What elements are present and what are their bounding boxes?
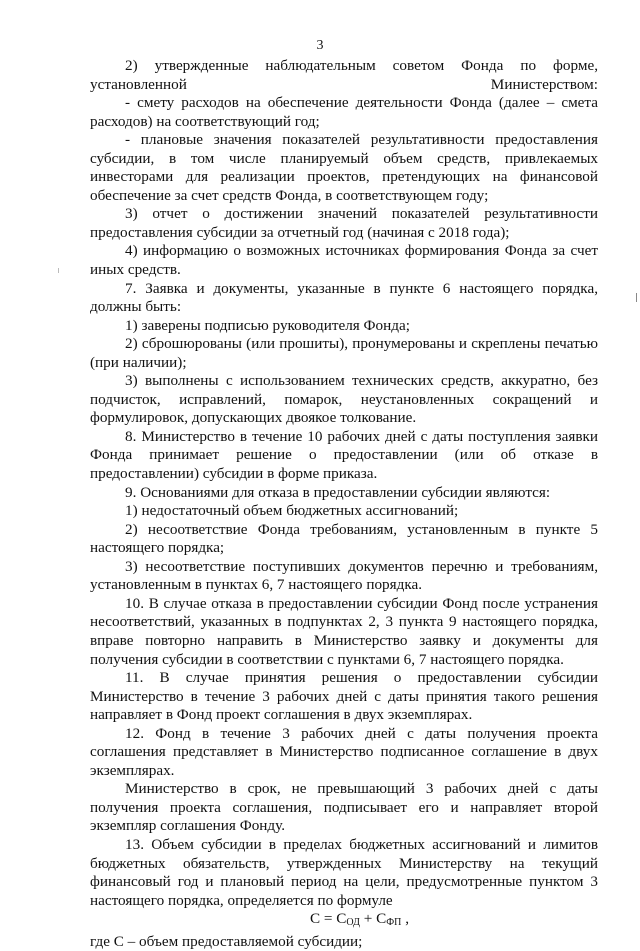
paragraph: 3) отчет о достижении значений показателей результативности предоставления субсидии за отчетный год (начиная с 2018 года); [90,205,598,241]
page-number: 3 [316,38,324,53]
paragraph: 3) выполнены с использованием технических средств, аккуратно, без подчисток, исправлений, помарок, неустановленных сокращений и формулировок, допускающих двоякое толкование. [90,372,598,427]
formula-plus: + С [359,910,387,928]
paragraph: 2) утвержденные наблюдательным советом Фонда по форме, установленной Министерством: [90,57,598,93]
paragraph: 1) недостаточный объем бюджетных ассигнований; [125,502,459,520]
paragraph: 2) несоответствие Фонда требованиям, установленным в пункте 5 настоящего порядка; [90,520,598,557]
paragraph: 10. В случае отказа в предоставлении субсидии Фонд после устранения несоответствий, указанных в подпунктах 2, 3 пункта 9 настоящего порядка, вправе повторно направить в Министерство заявку и документы для получения субсидии в соответствии с пунктами 6, 7 настоящего порядка. [90,594,598,668]
paragraph: - плановые значения показателей результативности предоставления субсидии, в том числе планируемый объем средств, привлекаемых инвесторами для реализации проектов, претендующих на финансовой обеспечение за счет средств Фонда, в соответствующем году; [90,131,598,204]
paragraph: 1) заверены подписью руководителя Фонда; [125,316,410,334]
paragraph: 3) несоответствие поступивших документов перечню и требованиям, установленным в пунктах 6, 7 настоящего порядка. [90,557,598,594]
formula-sub-od: ОД [346,917,360,929]
document-body [90,57,598,951]
paragraph: 7. Заявка и документы, указанные в пункте 6 настоящего порядка, должны быть: [90,279,598,316]
paragraph: 9. Основаниями для отказа в предоставлении субсидии являются: [125,483,551,501]
paragraph: 11. В случае принятия решения о предоставлении субсидии Министерство в течение 3 рабочих дней с даты принятия такого решения направляет в Фонд проект соглашения в двух экземплярах. [90,669,598,724]
paragraph-last: где С – объем предоставляемой субсидии; [90,932,363,950]
paragraph: 8. Министерство в течение 10 рабочих дней с даты поступления заявки Фонда принимает решение о предоставлении (или об отказе в предоставлении) субсидии в форме приказа. [90,427,598,483]
scan-mark [636,293,637,302]
paragraph: - смету расходов на обеспечение деятельности Фонда (далее – смета расходов) на соответствующий год; [90,94,598,130]
paragraph: 13. Объем субсидии в пределах бюджетных ассигнований и лимитов бюджетных обязательств, утвержденных Министерству на текущий финансовый год и плановый период на цели, предусмотренные пунктом 3 настоящего порядка, определяется по формуле [90,835,598,909]
paragraph: 12. Фонд в течение 3 рабочих дней с даты получения проекта соглашения представляет в Министерство подписанное соглашение в двух экземплярах. [90,724,598,779]
formula-tail: , [401,910,409,928]
formula-sub-fp: ФП [386,917,402,929]
formula-lhs: С = С [310,910,347,928]
paragraph: Министерство в срок, не превышающий 3 рабочих дней с даты получения проекта соглашения, подписывает его и направляет второй экземпляр соглашения Фонду. [90,780,598,835]
scan-mark [58,268,59,273]
paragraph: 4) информацию о возможных источниках формирования Фонда за счет иных средств. [90,242,598,279]
paragraph: 2) сброшюрованы (или прошиты), пронумерованы и скреплены печатью (при наличии); [90,335,598,371]
subsidy-formula [90,910,598,933]
